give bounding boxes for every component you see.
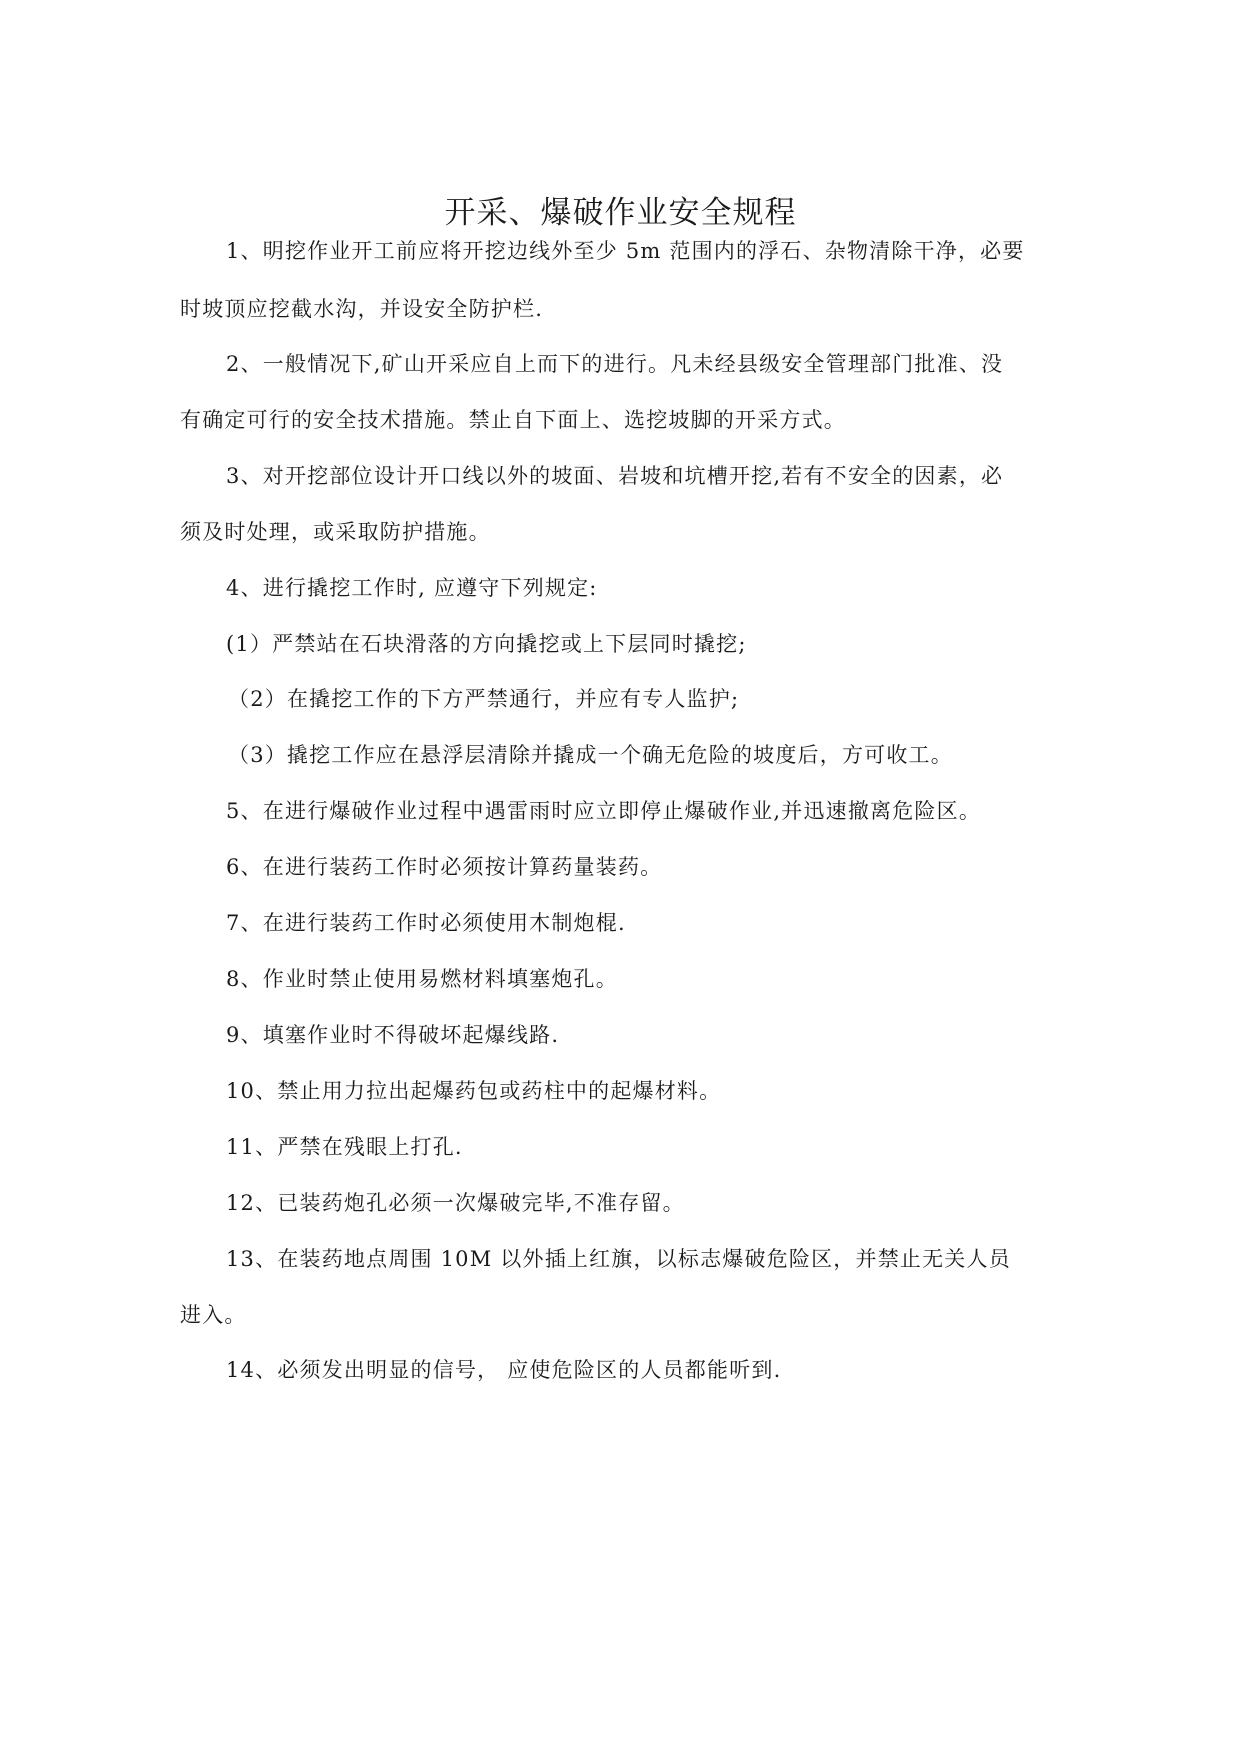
document-title: 开采、爆破作业安全规程 [444,195,797,231]
sub-item-3: （3）撬挖工作应在悬浮层清除并撬成一个确无危险的坡度后，方可收工。 [228,743,953,767]
paragraph-2-line-2: 有确定可行的安全技术措施。禁止自下面上、选挖坡脚的开采方式。 [180,408,846,432]
paragraph-3-line-2: 须及时处理，或采取防护措施。 [180,520,491,544]
sub-item-2: （2）在撬挖工作的下方严禁通行，并应有专人监护; [228,687,740,711]
paragraph-6: 6、在进行装药工作时必须按计算药量装药。 [226,855,663,879]
paragraph-14: 14、必须发出明显的信号， 应使危险区的人员都能听到. [226,1358,782,1382]
paragraph-10: 10、禁止用力拉出起爆药包或药柱中的起爆材料。 [226,1079,722,1103]
paragraph-3-line-1: 3、对开挖部位设计开口线以外的坡面、岩坡和坑槽开挖,若有不安全的因素，必 [226,464,1004,488]
paragraph-2-line-1: 2、一般情况下,矿山开采应自上而下的进行。凡未经县级安全管理部门批准、没 [226,352,1004,376]
paragraph-9: 9、填塞作业时不得破坏起爆线路. [226,1023,560,1047]
paragraph-7: 7、在进行装药工作时必须使用木制炮棍. [226,911,626,935]
paragraph-12: 12、已装药炮孔必须一次爆破完毕,不准存留。 [226,1191,685,1215]
paragraph-11: 11、严禁在残眼上打孔. [226,1135,463,1159]
paragraph-1-line-1: 1、明挖作业开工前应将开挖边线外至少 5m 范围内的浮石、杂物清除干净，必要 [226,239,1025,263]
paragraph-13-line-2: 进入。 [180,1303,247,1327]
paragraph-8: 8、作业时禁止使用易燃材料填塞炮孔。 [226,967,618,991]
paragraph-4: 4、进行撬挖工作时, 应遵守下列规定: [226,576,598,600]
sub-item-1: (1）严禁站在石块滑落的方向撬挖或上下层同时撬挖; [226,632,747,656]
paragraph-5: 5、在进行爆破作业过程中遇雷雨时应立即停止爆破作业,并迅速撤离危险区。 [226,799,982,823]
paragraph-1-line-2: 时坡顶应挖截水沟，并设安全防护栏. [180,297,544,321]
paragraph-13-line-1: 13、在装药地点周围 10M 以外插上红旗，以标志爆破危险区，并禁止无关人员 [226,1247,1011,1271]
